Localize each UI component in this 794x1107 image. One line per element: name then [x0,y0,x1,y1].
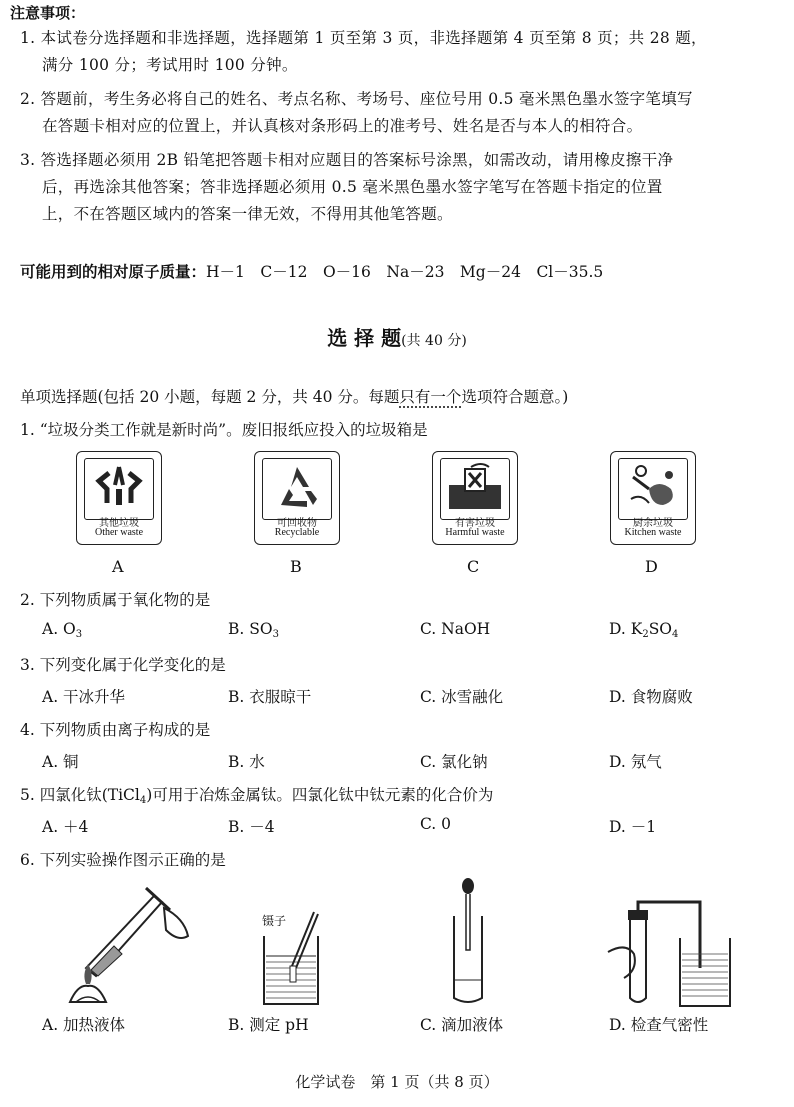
q3-option-c[interactable]: C. 冰雪融化 [420,688,504,706]
q4-option-d[interactable]: D. 氖气 [609,753,662,771]
recycle-icon [262,458,332,520]
q2-option-b[interactable] [228,620,279,640]
q6-option-b[interactable]: B. 测定 pH [228,1016,309,1034]
kitchen-waste-icon [618,458,688,520]
bin-harmful-waste[interactable] [432,451,518,545]
opt-sub: 2 [642,629,649,640]
notice-line-2b: 在答题卡相对应的位置上，并认真核对条形码上的准考号、姓名是否与本人的相符合。 [42,117,643,135]
q4-option-b[interactable]: B. 水 [228,753,265,771]
notice-line-3b: 后，再选涂其他答案；答非选择题必须用 0.5 毫米黑色墨水签字笔写在答题卡指定的位置 [42,178,663,196]
bin-cn-label: 可回收物 [277,518,317,529]
section-title [0,322,794,351]
bin-cn-label: 其他垃圾 [99,518,139,529]
other-waste-icon [84,458,154,520]
harmful-waste-icon [440,458,510,520]
q2-option-a[interactable] [42,620,82,640]
opt-sub: 3 [75,629,83,640]
instruction-suffix: 选项符合题意。) [461,388,569,406]
option-letter-c[interactable]: C [467,557,480,576]
tweezers-label: 镊子 [262,914,287,928]
ph-test-figure [258,908,338,1008]
q2-option-d[interactable] [609,620,678,640]
question-4-stem: 4. 下列物质由离子构成的是 [20,721,211,739]
section-title-note: (共 40 分) [401,333,467,349]
q6-option-d[interactable]: D. 检查气密性 [609,1016,709,1034]
question-2-stem: 2. 下列物质属于氧化物的是 [20,591,211,609]
instruction-emphasis: 只有一个 [399,388,462,406]
stem-text: )可用于冶炼金属钛。四氯化钛中钛元素的化合价为 [146,786,494,804]
q6-option-c[interactable]: C. 滴加液体 [420,1016,504,1034]
notice-title: 注意事项： [10,4,86,22]
q3-option-d[interactable]: D. 食物腐败 [609,688,693,706]
q5-option-a[interactable]: A. ＋4 [42,818,89,836]
notice-line-3: 3. 答选择题必须用 2B 铅笔把答题卡相对应题目的答案标号涂黑，如需改动，请用橡皮擦干净 [20,151,674,169]
bin-en-label: Harmful waste [445,527,505,538]
instruction-prefix: 单项选择题(包括 20 小题，每题 2 分，共 40 分。每题 [20,388,400,406]
stem-text: 5. 四氯化钛(TiCl [20,786,140,804]
option-letter-d[interactable]: D [645,557,658,576]
bin-en-label: Recyclable [274,527,320,538]
bin-cn-label: 厨余垃圾 [633,518,673,529]
q5-option-d[interactable]: D. －1 [609,818,657,836]
atomic-mass-values: H－1 C－12 O－16 Na－23 Mg－24 Cl－35.5 [206,263,604,281]
page-footer: 化学试卷 第 1 页（共 8 页） [295,1073,499,1091]
q6-option-a[interactable]: A. 加热液体 [42,1016,126,1034]
opt-sub: 4 [672,629,679,640]
question-6-stem: 6. 下列实验操作图示正确的是 [20,851,226,869]
bin-other-waste[interactable] [76,451,162,545]
notice-line-3c: 上，不在答题区域内的答案一律无效，不得用其他笔答题。 [42,205,453,223]
q4-option-c[interactable]: C. 氯化钠 [420,753,488,771]
bin-cn-label: 有害垃圾 [455,518,495,529]
bin-en-label: Kitchen waste [624,527,682,538]
option-letter-b[interactable]: B [290,557,302,576]
opt-text: A. O [42,620,76,638]
dropping-liquid-figure [448,876,488,1006]
q5-option-b[interactable]: B. －4 [228,818,275,836]
q3-option-b[interactable]: B. 衣服晾干 [228,688,312,706]
option-letter-a[interactable]: A [112,557,124,576]
stem-sub: 4 [139,795,147,806]
q2-option-c[interactable] [420,620,490,638]
question-3-stem: 3. 下列变化属于化学变化的是 [20,656,226,674]
notice-line-1b: 满分 100 分；考试用时 100 分钟。 [42,56,298,74]
bin-en-label: Other waste [94,527,144,538]
instruction [20,385,568,407]
question-5-stem [20,783,493,806]
bin-kitchen-waste[interactable] [610,451,696,545]
q3-option-a[interactable]: A. 干冰升华 [42,688,126,706]
q5-option-c[interactable]: C. 0 [420,815,452,833]
atomic-mass-line [20,260,603,282]
airtight-check-figure [604,898,744,1010]
opt-text: B. SO [228,620,273,638]
bin-recyclable[interactable] [254,451,340,545]
notice-line-2: 2. 答题前，考生务必将自己的姓名、考点名称、考场号、座位号用 0.5 毫米黑色墨水签字笔填写 [20,90,693,108]
heating-liquid-figure [66,878,206,1008]
atomic-mass-label: 可能用到的相对原子质量： [20,263,207,281]
question-1-stem: 1. “垃圾分类工作就是新时尚”。废旧报纸应投入的垃圾箱是 [20,421,428,439]
opt-text: SO [648,620,673,638]
opt-text: D. K [609,620,643,638]
section-title-text: 选 择 题 [327,326,402,350]
opt-text: C. NaOH [420,620,491,638]
opt-sub: 3 [272,629,279,640]
notice-line-1: 1. 本试卷分选择题和非选择题，选择题第 1 页至第 3 页，非选择题第 4 页至第 8 页；共 28 题， [20,29,707,47]
q4-option-a[interactable]: A. 铜 [42,753,79,771]
